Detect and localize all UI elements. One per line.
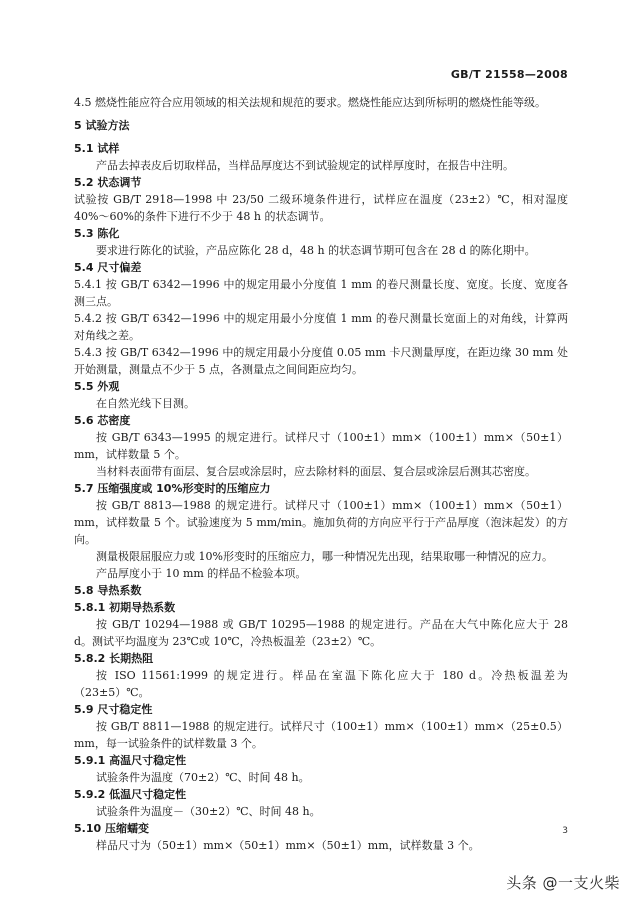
clause-5-7-body-3: 产品厚度小于 10 mm 的样品不检验本项。 — [96, 567, 307, 580]
clause-5-6-body-1: 按 GB/T 6343—1995 的规定进行。试样尺寸（100±1）mm×（100±1）mm×（50±1）mm，试样数量 5 个。 — [74, 431, 568, 461]
source-watermark: 头条 @一支火柴 — [506, 874, 620, 892]
clause-5-9-2-body: 试验条件为温度－（30±2）℃、时间 48 h。 — [96, 805, 321, 818]
clause-5-6-title: 5.6 芯密度 — [74, 414, 131, 427]
clause-5-4-2: 5.4.2 按 GB/T 6342—1996 中的规定用最小分度值 1 mm 的卷尺测量长宽面上的对角线，计算两对角线之差。 — [74, 312, 568, 342]
clause-5-2-title: 5.2 状态调节 — [74, 176, 142, 189]
clause-5-10-body: 样品尺寸为（50±1）mm×（50±1）mm×（50±1）mm，试样数量 3 个。 — [96, 839, 480, 852]
clause-5-9-2-title: 5.9.2 低温尺寸稳定性 — [74, 788, 187, 801]
clause-5-8-1-body: 按 GB/T 10294—1988 或 GB/T 10295—1988 的规定进行。产品在大气中陈化应大于 28 d。测试平均温度为 23℃或 10℃，冷热板温差（23±2）℃。 — [74, 618, 568, 648]
clause-5-9-1-body: 试验条件为温度（70±2）℃、时间 48 h。 — [96, 771, 310, 784]
clause-5-1-body: 产品去掉表皮后切取样品，当样品厚度达不到试验规定的试样厚度时，在报告中注明。 — [96, 159, 514, 172]
clause-5-9-title: 5.9 尺寸稳定性 — [74, 703, 153, 716]
clause-5-2-body: 试验按 GB/T 2918—1998 中 23/50 二级环境条件进行，试样应在温度（23±2）℃，相对湿度 40%～60%的条件下进行不少于 48 h 的状态调节。 — [74, 193, 568, 223]
clause-5-7-title: 5.7 压缩强度或 10%形变时的压缩应力 — [74, 482, 271, 495]
clause-5-8-title: 5.8 导热系数 — [74, 584, 142, 597]
document-body — [74, 94, 568, 854]
clause-5-4-3: 5.4.3 按 GB/T 6342—1996 中的规定用最小分度值 0.05 mm 卡尺测量厚度，在距边缘 30 mm 处开始测量，测量点不少于 5 点，各测量点之间间距应均匀。 — [74, 346, 568, 376]
clause-5-3-body: 要求进行陈化的试验，产品应陈化 28 d，48 h 的状态调节期可包含在 28 d 的陈化期中。 — [96, 244, 536, 257]
clause-5-8-1-title: 5.8.1 初期导热系数 — [74, 601, 176, 614]
clause-5-9-body: 按 GB/T 8811—1988 的规定进行。试样尺寸（100±1）mm×（100±1）mm×（25±0.5）mm，每一试验条件的试样数量 3 个。 — [74, 720, 568, 750]
standard-code-header: GB/T 21558—2008 — [450, 68, 568, 81]
clause-5-8-2-body: 按 ISO 11561:1999 的规定进行。样品在室温下陈化应大于 180 d。冷热板温差为（23±5）℃。 — [74, 669, 568, 699]
clause-5-5-body: 在自然光线下目测。 — [96, 397, 195, 410]
clause-5-5-title: 5.5 外观 — [74, 380, 120, 393]
clause-5-7-body-2: 测量极限屈服应力或 10%形变时的压缩应力，哪一种情况先出现，结果取哪一种情况的应力。 — [96, 550, 553, 563]
clause-5-7-body-1: 按 GB/T 8813—1988 的规定进行。试样尺寸（100±1）mm×（100±1）mm×（50±1）mm，试样数量 5 个。试验速度为 5 mm/min。施加负荷的方向应平行于产品厚度（泡沫起发）的方向。 — [74, 499, 568, 546]
page-number: 3 — [562, 826, 568, 836]
clause-5-3-title: 5.3 陈化 — [74, 227, 120, 240]
clause-5-8-2-title: 5.8.2 长期热阻 — [74, 652, 154, 665]
clause-5-6-body-2: 当材料表面带有面层、复合层或涂层时，应去除材料的面层、复合层或涂层后测其芯密度。 — [96, 465, 536, 478]
clause-5-10-title: 5.10 压缩蠕变 — [74, 822, 149, 835]
clause-5-1-title: 5.1 试样 — [74, 142, 120, 155]
clause-5-9-1-title: 5.9.1 高温尺寸稳定性 — [74, 754, 187, 767]
clause-4-5: 4.5 燃烧性能应符合应用领域的相关法规和规范的要求。燃烧性能应达到所标明的燃烧性能等级。 — [74, 96, 546, 109]
clause-5-4-title: 5.4 尺寸偏差 — [74, 261, 142, 274]
section-5-title: 5 试验方法 — [74, 119, 130, 132]
clause-5-4-1: 5.4.1 按 GB/T 6342—1996 中的规定用最小分度值 1 mm 的卷尺测量长度、宽度。长度、宽度各测三点。 — [74, 278, 568, 308]
